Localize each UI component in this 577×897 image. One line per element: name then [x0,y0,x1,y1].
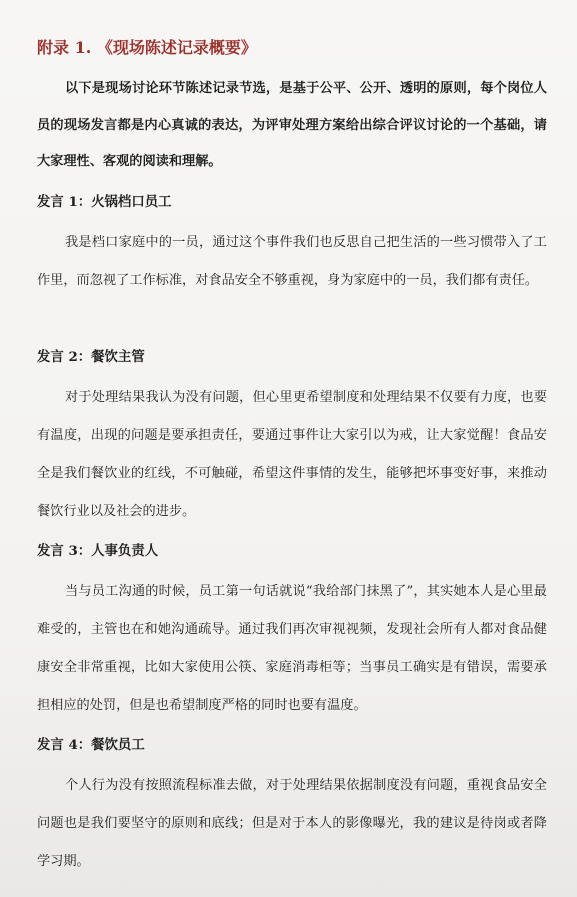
statement-text-4: 个人行为没有按照流程标准去做，对于处理结果依据制度没有问题，重视食品安全问题也是我们要坚守的原则和底线；但是对于本人的影像曝光，我的建议是待岗或者降学习期。 [37,778,547,869]
statement-text-2: 对于处理结果我认为没有问题，但心里更希望制度和处理结果不仅要有力度，也要有温度，出现的问题是要承担责任，要通过事件让大家引以为戒，让大家觉醒！食品安全是我们餐饮业的红线，不可触碰，希望这件事情的发生，能够把坏事变好事，来推动餐饮行业以及社会的进步。 [37,390,547,519]
statement-heading-3: 发言 3：人事负责人 [37,543,159,559]
statement-heading-1: 发言 1：火锅档口员工 [37,194,172,210]
statement-text-3: 当与员工沟通的时候，员工第一句话就说“我给部门抹黑了”，其实她本人是心里最难受的，主管也在和她沟通疏导。通过我们再次审视视频，发现社会所有人都对食品健康安全非常重视，比如大家使用公筷、家庭消毒柜等；当事员工确实是有错误，需要承担相应的处罚，但是也希望制度严格的同时也要有温度。 [37,584,547,713]
statement-text-1: 我是档口家庭中的一员，通过这个事件我们也反思自己把生活的一些习惯带入了工作里，而忽视了工作标准，对食品安全不够重视，身为家庭中的一员，我们都有责任。 [37,235,547,288]
statement-heading-4: 发言 4：餐饮员工 [37,737,145,753]
page-title: 附录 1. 《现场陈述记录概要》 [37,38,257,57]
statement-heading-2: 发言 2：餐饮主管 [37,349,145,365]
intro-paragraph: 以下是现场讨论环节陈述记录节选，是基于公平、公开、透明的原则，每个岗位人员的现场发言都是内心真诚的表达，为评审处理方案给出综合评议讨论的一个基础，请大家理性、客观的阅读和理解。 [37,81,547,169]
